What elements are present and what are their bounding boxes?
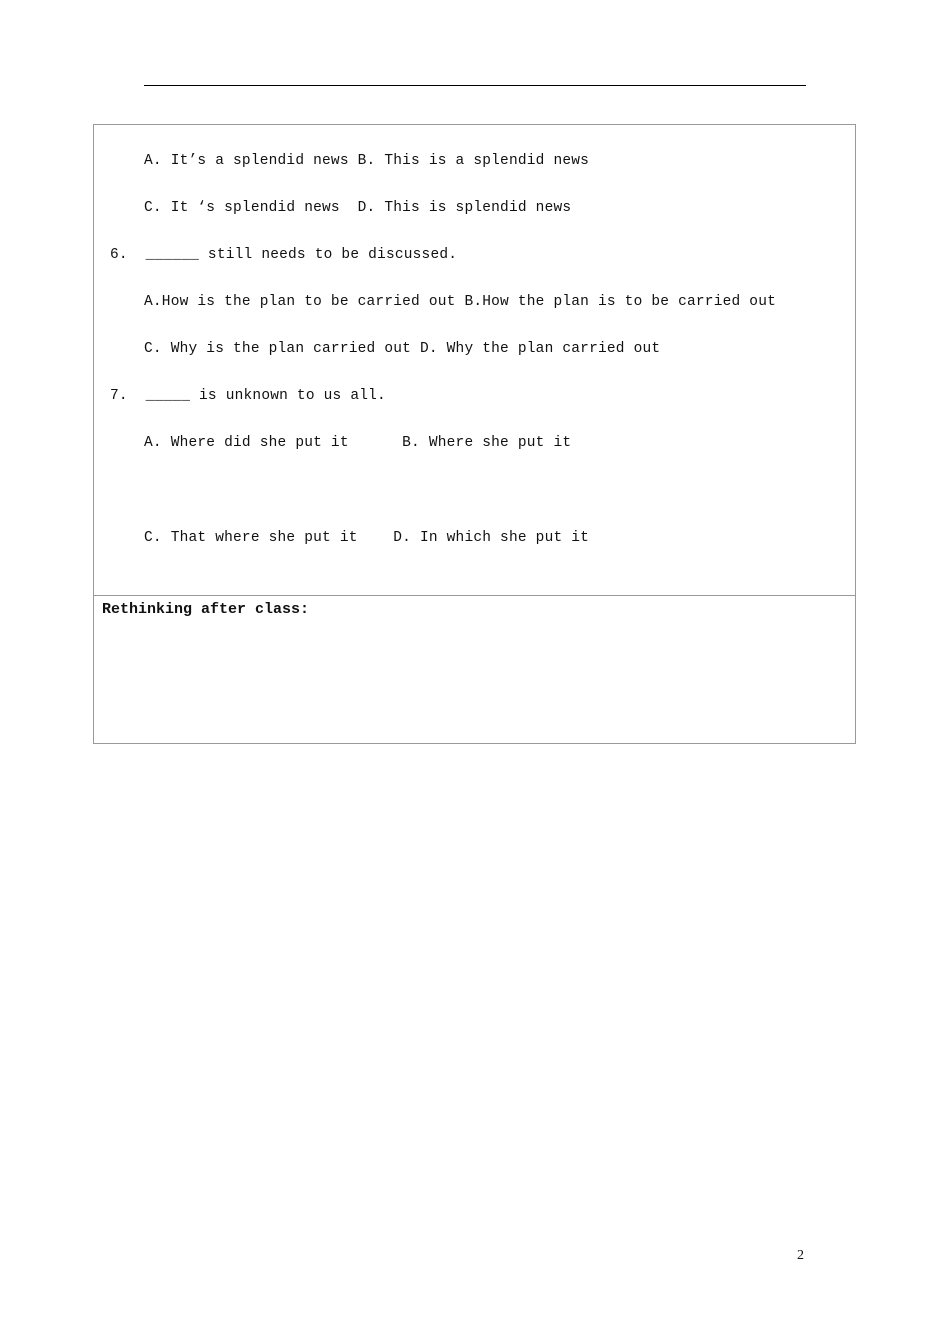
page-number: 2 (797, 1248, 804, 1263)
q6-options-cd: C. Why is the plan carried out D. Why the plan carried out (144, 341, 661, 357)
q6-stem: 6. ______ still needs to be discussed. (110, 247, 458, 263)
exercise-box (93, 124, 856, 596)
q7-options-cd: C. That where she put it D. In which she put it (144, 530, 590, 546)
q7-options-ab: A. Where did she put it B. Where she put it (144, 435, 572, 451)
header-rule (144, 85, 806, 86)
q5-options-cd: C. It ‘s splendid news D. This is splendid news (144, 200, 572, 216)
rethinking-label: Rethinking after class: (102, 601, 310, 618)
q7-stem: 7. _____ is unknown to us all. (110, 388, 386, 404)
q6-options-ab: A.How is the plan to be carried out B.How the plan is to be carried out (144, 294, 777, 310)
q5-options-ab: A. It’s a splendid news B. This is a splendid news (144, 153, 590, 169)
rethinking-box (93, 596, 856, 744)
